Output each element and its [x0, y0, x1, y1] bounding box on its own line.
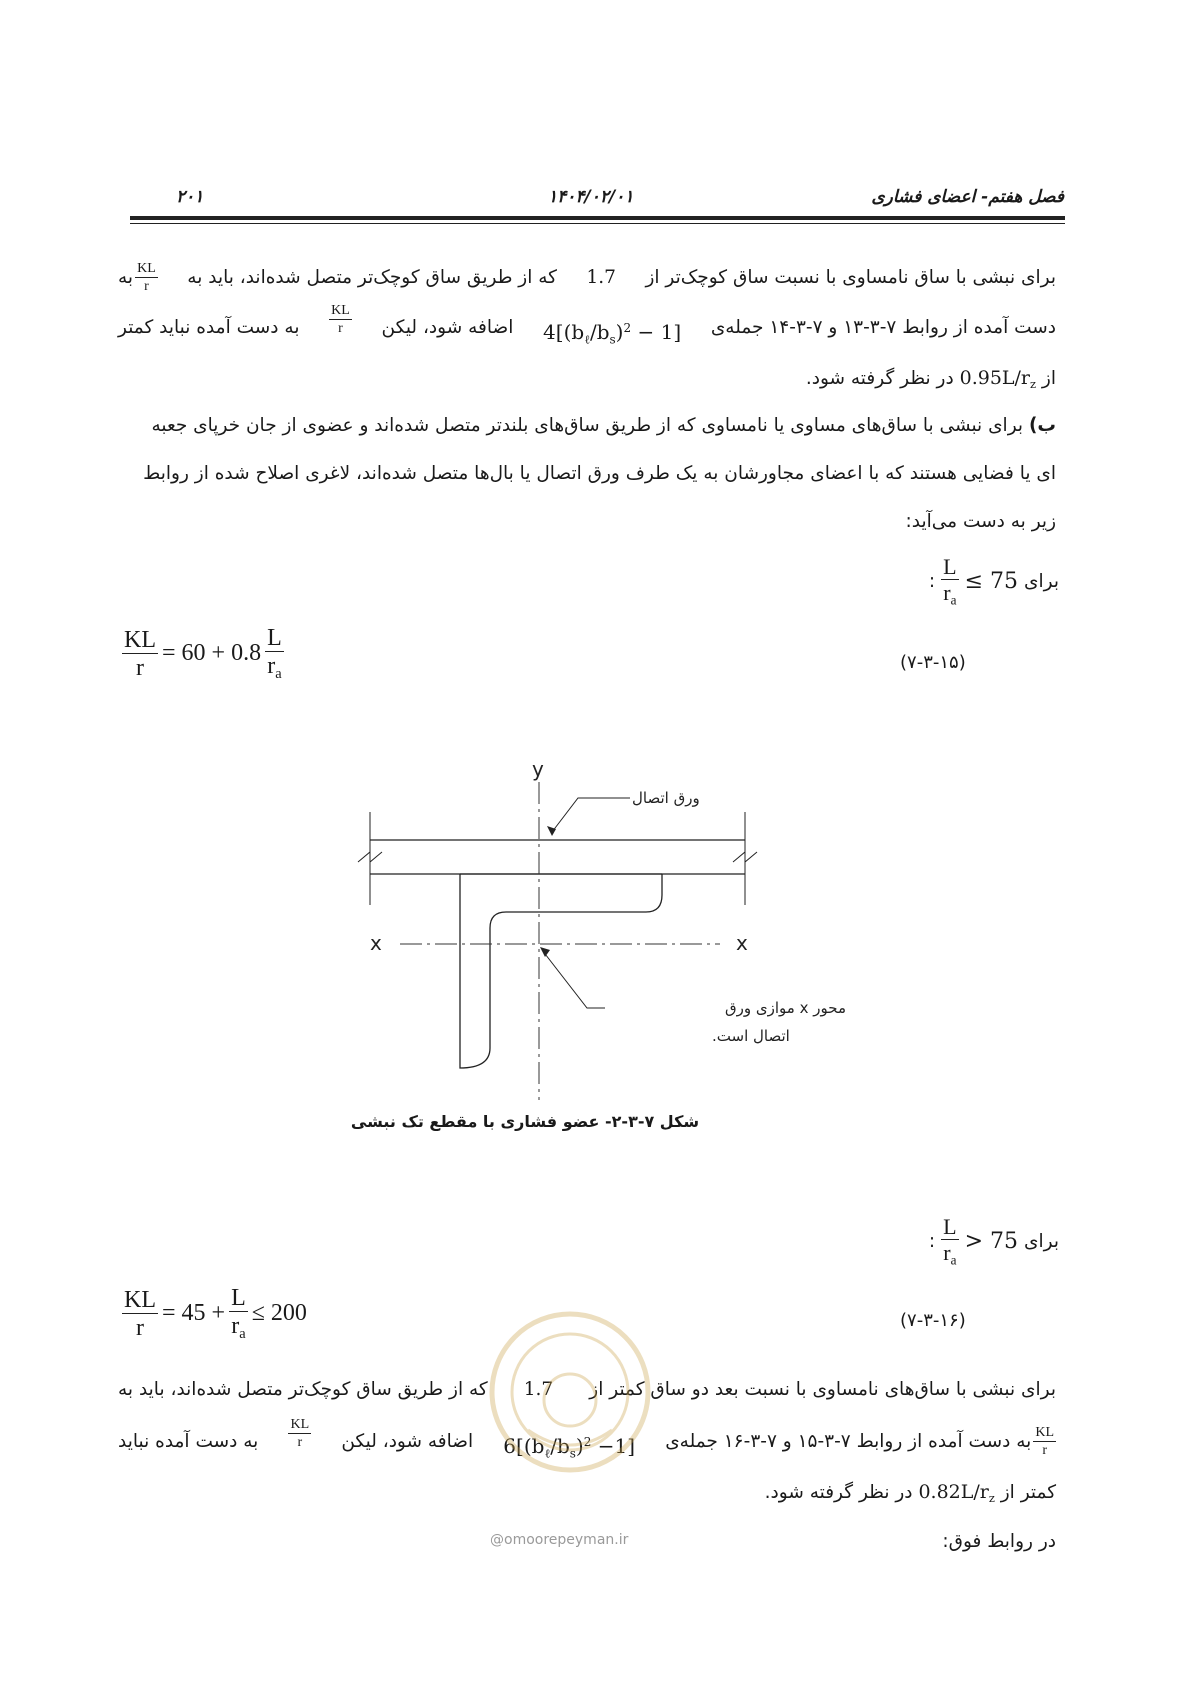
equation-16: $\frac{KL}{r}$ = 45 + $\frac{L}{r_a}$ ≤ 200: [124, 1285, 307, 1343]
para1-line2: دست آمده از روابط ۷-۳-۱۳ و ۷-۳-۱۴ جمله‌ی $4[(b_\ell/b_s)^2 - 1]$ اضافه شود، لیکن $\frac{KL}{r}$ به دست آمده نباید کمتر: [118, 303, 1056, 347]
watermark-site: @omoorepeyman.ir: [490, 1532, 629, 1548]
para3-line2: $\frac{KL}{r}$ به دست آمده از روابط ۷-۳-۱۵ و ۷-۳-۱۶ جمله‌ی $6[(b_\ell/b_s)^2 -1]$ اضافه شود، لیکن $\frac{KL}{r}$ به دست آمده نباید: [118, 1417, 1054, 1461]
para3-line4: در روابط فوق:: [942, 1531, 1056, 1552]
para1-line3: از $0.95L/r_z$ در نظر گرفته شود.: [805, 367, 1056, 391]
para2-line2: ای یا فضایی هستند که با اعضای مجاورشان به یک طرف ورق اتصال یا بال‌ها متصل شده‌اند، لاغری اصلاح شده از روابط: [143, 463, 1056, 484]
plate-label: ورق اتصال: [632, 789, 700, 807]
page-number: ۲۰۱: [176, 187, 204, 207]
x-axis-label-right: x: [736, 931, 748, 955]
figure-caption: شکل ۷-۳-۲- عضو فشاری با مقطع تک نبشی: [350, 1112, 700, 1131]
x-axis-label-left: x: [370, 931, 382, 955]
watermark-seal-icon: [488, 1310, 653, 1475]
para2-line1: ب) برای نبشی با ساق‌های مساوی یا نامساوی که از طریق ساق‌های بلندتر متصل شده‌اند و عضوی از جان خرپای جعبه: [151, 415, 1056, 436]
y-axis-label: y: [532, 757, 544, 781]
para3-line1: برای نبشی با ساق‌های نامساوی با نسبت بعد دو ساق کمتر از 1.7 که از طریق ساق کوچک‌تر متصل شده‌اند، باید به: [118, 1379, 1056, 1400]
single-angle-figure: [340, 750, 846, 1110]
header-date: ۱۴۰۴/۰۲/۰۱: [548, 187, 634, 207]
equation-16-number: (۷-۳-۱۶): [900, 1310, 966, 1331]
equation-15: $\frac{KL}{r}$ = 60 + 0.8 $\frac{L}{r_a}$: [124, 625, 282, 683]
axis-note-line2: اتصال است.: [712, 1027, 790, 1045]
equation-15-number: (۷-۳-۱۵): [900, 652, 966, 673]
para3-line3: کمتر از $0.82L/r_z$ در نظر گرفته شود.: [764, 1481, 1056, 1505]
header-rule-thin: [130, 223, 1065, 224]
header-rule: [130, 216, 1065, 220]
axis-note-line1: محور x موازی ورق: [725, 999, 846, 1017]
chapter-title: فصل هفتم- اعضای فشاری: [871, 187, 1064, 207]
para1-line1: برای نبشی با ساق نامساوی با نسبت ساق کوچک‌تر از 1.7 که از طریق ساق کوچک‌تر متصل شده‌اند، باید به $\frac{KL}{r}$ به: [118, 261, 1056, 294]
condition-2: برای > 75 $\frac{L}{r_a}$ :: [928, 1214, 1059, 1268]
para2-line3: زیر به دست می‌آید:: [905, 511, 1056, 532]
condition-1: برای ≤ 75 $\frac{L}{r_a}$ :: [928, 554, 1059, 608]
